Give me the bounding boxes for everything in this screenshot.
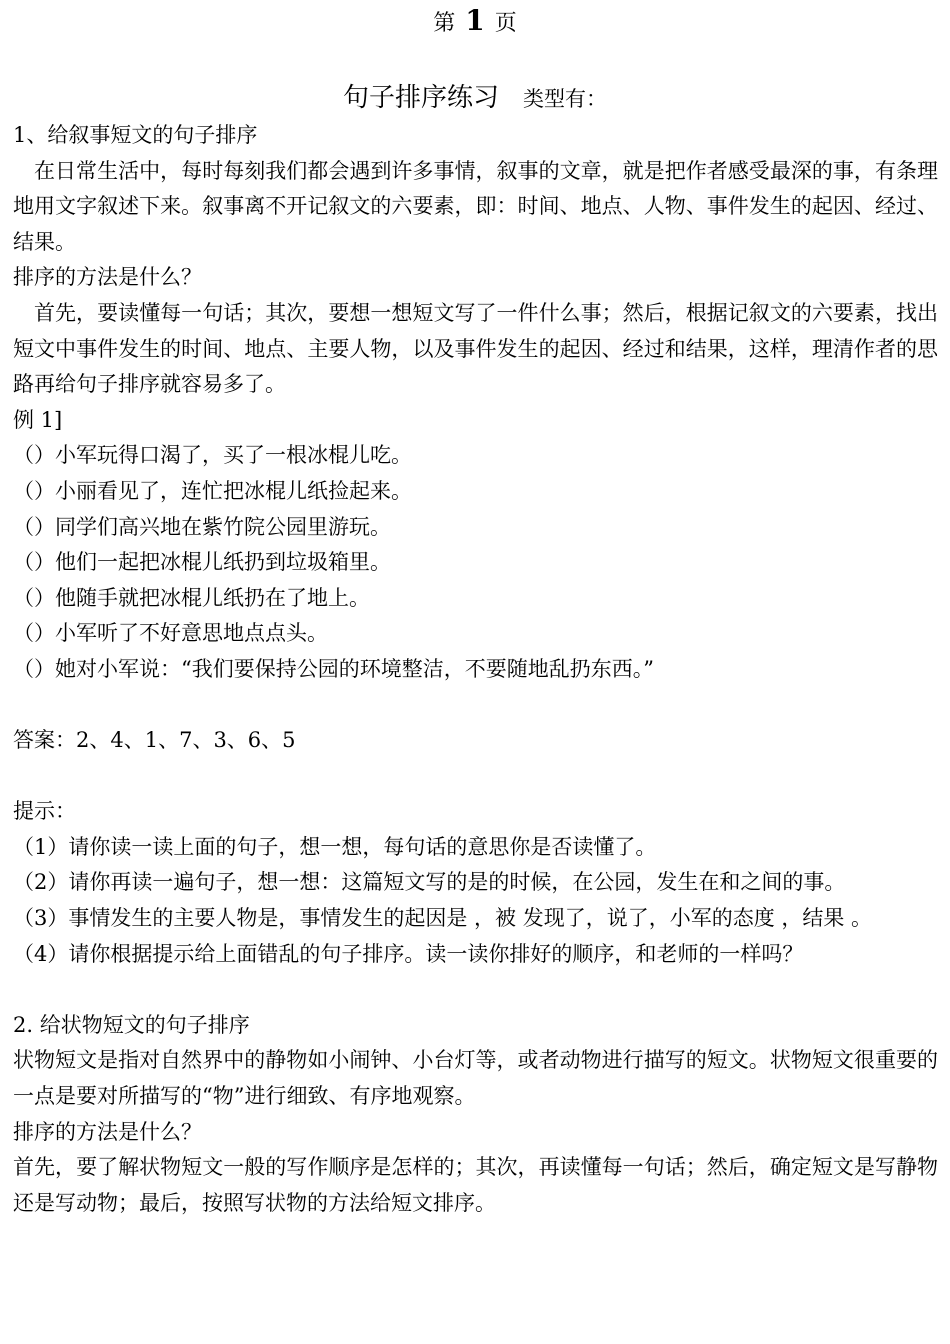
title-sub: 类型有： — [523, 87, 607, 111]
list-item: （）他随手就把冰棍儿纸扔在了地上。 — [13, 585, 370, 610]
page-number-suffix: 页 — [494, 11, 517, 36]
hint-item: （3）事情发生的主要人物是，事情发生的起因是 ，被 发现了，说了，小军的态度 ，结果 。 — [13, 906, 873, 931]
answer-line: 答案：2、4、1、7、3、6、5 — [13, 728, 296, 753]
example-label: 例 1] — [13, 407, 63, 432]
hint-item: （2）请你再读一遍句子，想一想：这篇短文写的是的时候，在公园，发生在和之间的事。 — [13, 870, 846, 895]
spacer — [13, 972, 938, 1008]
spacer — [13, 759, 938, 795]
section1-intro: 在日常生活中，每时每刻我们都会遇到许多事情，叙事的文章，就是把作者感受最深的事，有条理地用文字叙述下来。叙事离不开记叙文的六要素，即：时间、地点、人物、事件发生的起因、经过、结果。 — [13, 158, 938, 254]
section1-heading: 1、给叙事短文的句子排序 — [13, 123, 258, 147]
section2-heading: 2. 给状物短文的句子排序 — [13, 1012, 250, 1037]
section1-method-question: 排序的方法是什么？ — [13, 265, 202, 290]
document-body — [13, 118, 938, 1221]
page-number: 1 — [465, 4, 485, 37]
spacer — [13, 688, 938, 724]
section1-method: 首先，要读懂每一句话；其次，要想一想短文写了一件什么事；然后，根据记叙文的六要素，找出短文中事件发生的时间、地点、主要人物，以及事件发生的起因、经过和结果，这样，理清作者的思路再给句子排序就容易多了。 — [13, 300, 938, 397]
list-item: （）小军听了不好意思地点点头。 — [13, 621, 328, 646]
page-number-prefix: 第 — [433, 11, 456, 36]
list-item: （）小丽看见了，连忙把冰棍儿纸捡起来。 — [13, 478, 412, 503]
section2-method: 首先，要了解状物短文一般的写作顺序是怎样的；其次，再读懂每一句话；然后，确定短文是写静物还是写动物；最后，按照写状物的方法给短文排序。 — [13, 1155, 938, 1215]
title-main: 句子排序练习 — [342, 83, 499, 113]
section2-intro: 状物短文是指对自然界中的静物如小闹钟、小台灯等，或者动物进行描写的短文。状物短文很重要的一点是要对所描写的“物”进行细致、有序地观察。 — [13, 1048, 938, 1109]
hint-item: （1）请你读一读上面的句子，想一想，每句话的意思你是否读懂了。 — [13, 834, 657, 859]
list-item: （）小军玩得口渴了，买了一根冰棍儿吃。 — [13, 443, 412, 468]
list-item: （）他们一起把冰棍儿纸扔到垃圾箱里。 — [13, 550, 391, 575]
list-item: （）同学们高兴地在紫竹院公园里游玩。 — [13, 514, 391, 539]
section2-method-question: 排序的方法是什么？ — [13, 1119, 202, 1144]
hint-item: （4）请你根据提示给上面错乱的句子排序。读一读你排好的顺序，和老师的一样吗？ — [13, 941, 804, 966]
hint-label: 提示： — [13, 799, 76, 824]
list-item: （）她对小军说：“我们要保持公园的环境整洁，不要随地乱扔东西。” — [13, 656, 654, 681]
document-title — [0, 80, 950, 119]
page-header — [0, 4, 950, 41]
